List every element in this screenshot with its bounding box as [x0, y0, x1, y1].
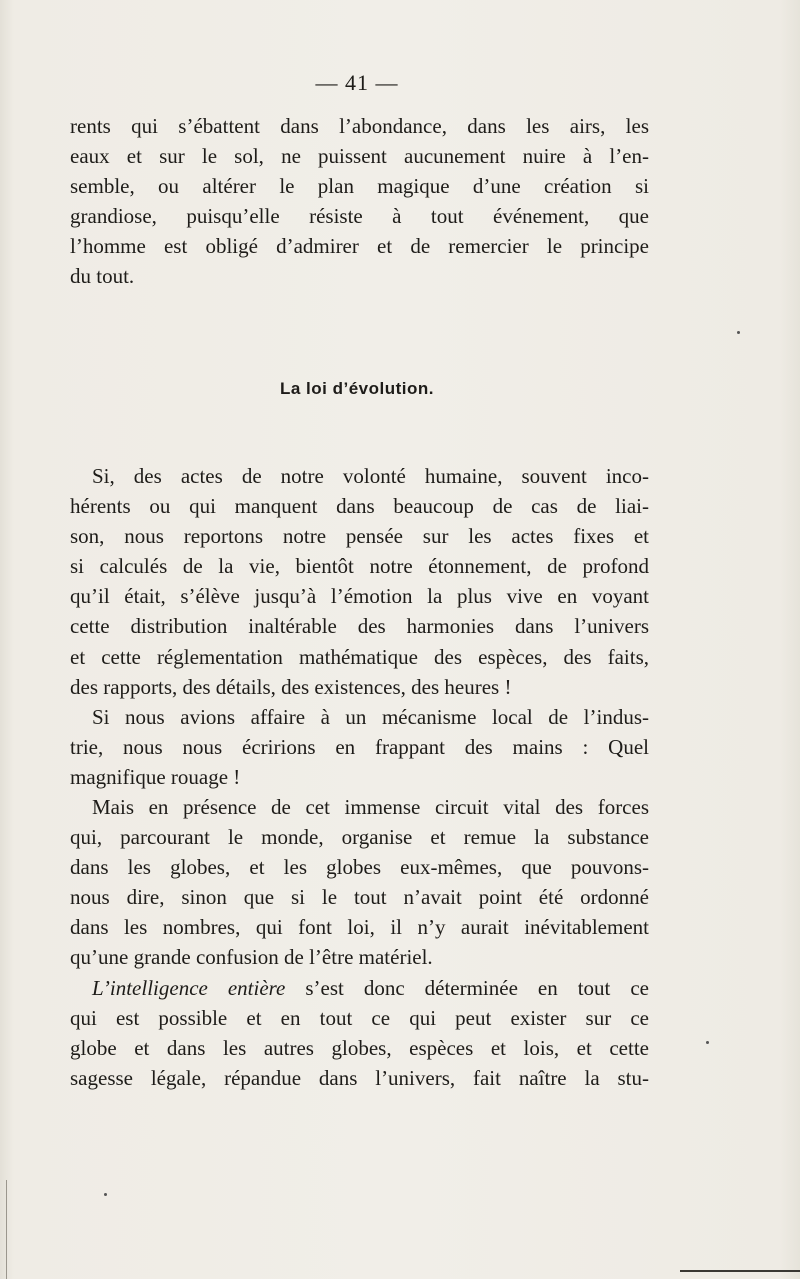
- text-line: du tout.: [70, 264, 135, 289]
- text-line: Si, des actes de notre volonté humaine, souvent inco-: [92, 464, 649, 488]
- paragraph-continuation: [70, 111, 649, 292]
- text-line: Mais en présence de cet immense circuit vital des forces: [92, 795, 649, 819]
- paragraph: [70, 792, 649, 973]
- ink-speck: [104, 1193, 107, 1196]
- text-line: si calculés de la vie, bientôt notre étonnement, de profond: [70, 554, 649, 579]
- text-line: l’homme est obligé d’admirer et de remercier le principe: [70, 234, 649, 259]
- text-line: qui est possible et en tout ce qui peut exister sur ce: [70, 1006, 649, 1031]
- text-line: cette distribution inaltérable des harmonies dans l’univers: [70, 614, 649, 639]
- page-bottom-edge: [680, 1270, 800, 1272]
- text-line: magnifique rouage !: [70, 765, 241, 790]
- italic-emphasis: L’intelligence entière: [92, 976, 286, 1000]
- page-number: — 41 —: [315, 70, 399, 95]
- ink-speck: [706, 1041, 709, 1044]
- text-line: Si nous avions affaire à un mécanisme local de l’indus-: [92, 705, 649, 729]
- paragraph: [70, 702, 649, 792]
- text-line: eaux et sur le sol, ne puissent aucunement nuire à l’en-: [70, 144, 649, 169]
- text-line: hérents ou qui manquent dans beaucoup de cas de liai-: [70, 494, 649, 519]
- text-line: dans les nombres, qui font loi, il n’y aurait inévitablement: [70, 915, 649, 940]
- text-line: [70, 973, 649, 1003]
- text-line: rents qui s’ébattent dans l’abondance, dans les airs, les: [70, 114, 649, 138]
- text-line: dans les globes, et les globes eux-mêmes, que pouvons-: [70, 855, 649, 880]
- text-line: et cette réglementation mathématique des espèces, des faits,: [70, 644, 649, 669]
- text-line: qu’une grande confusion de l’être matériel.: [70, 945, 433, 970]
- paragraph: [70, 973, 649, 1093]
- text-line: qu’il était, s’élève jusqu’à l’émotion la plus vive en voyant: [70, 584, 649, 609]
- page-edge-shadow: [6, 1180, 7, 1279]
- text-line: semble, ou altérer le plan magique d’une création si: [70, 174, 649, 199]
- section-heading: La loi d’évolution.: [280, 379, 434, 398]
- text-line: sagesse légale, répandue dans l’univers, fait naître la stu-: [70, 1066, 649, 1091]
- text-fragment: s’est donc déterminée en tout ce: [285, 976, 649, 1000]
- text-line: des rapports, des détails, des existences, des heures !: [70, 674, 512, 699]
- paragraph: [70, 461, 649, 702]
- text-line: qui, parcourant le monde, organise et remue la substance: [70, 825, 649, 850]
- text-line: grandiose, puisqu’elle résiste à tout événement, que: [70, 204, 649, 229]
- text-line: nous dire, sinon que si le tout n’avait point été ordonné: [70, 885, 649, 910]
- text-line: trie, nous nous écririons en frappant des mains : Quel: [70, 735, 649, 760]
- text-line: globe et dans les autres globes, espèces et lois, et cette: [70, 1036, 649, 1061]
- ink-speck: [737, 331, 740, 334]
- text-line: son, nous reportons notre pensée sur les actes fixes et: [70, 524, 649, 549]
